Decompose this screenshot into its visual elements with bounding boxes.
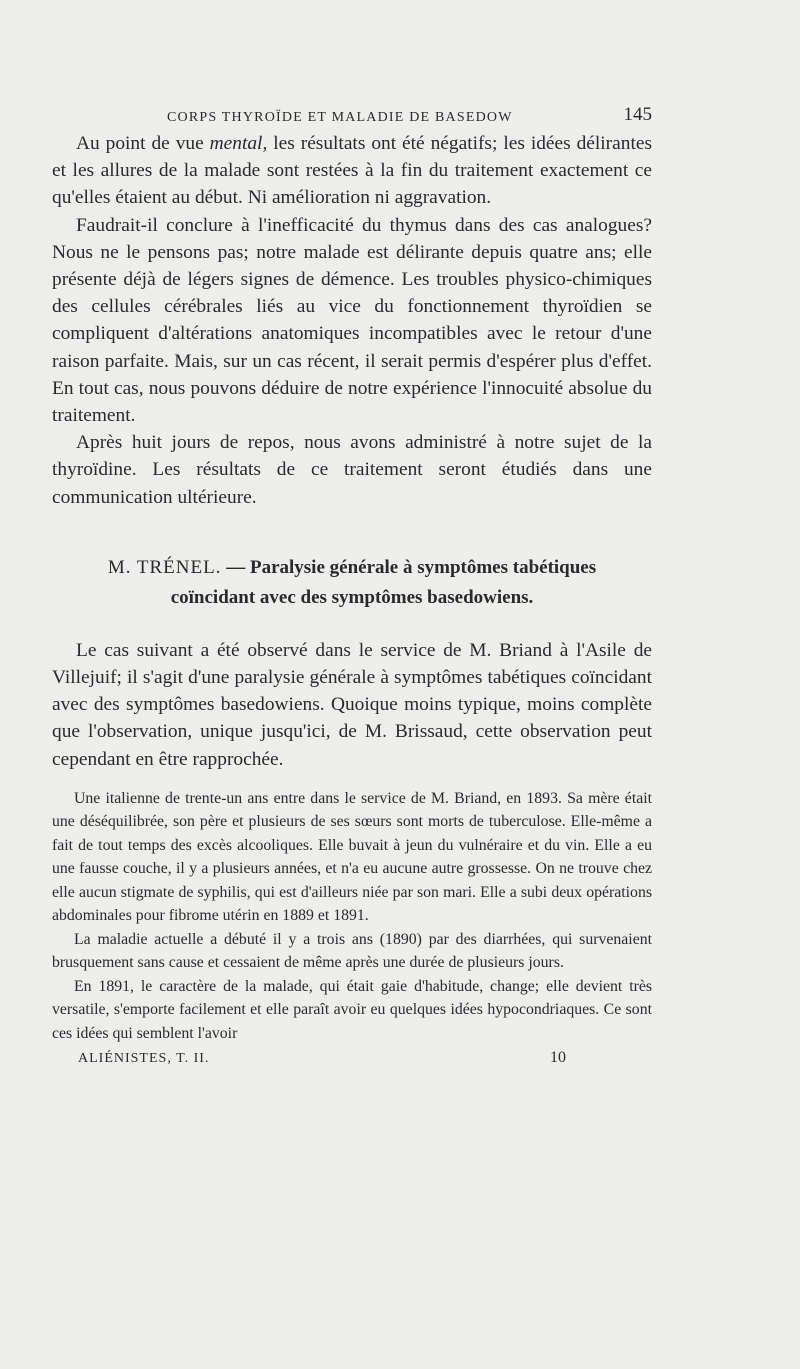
observation-paragraph: La maladie actuelle a débuté il y a trois ans (1890) par des diarrhées, qui survenaient brusquement sans cause et cessaient de même après une durée de plusieurs jours. xyxy=(52,930,652,972)
case-intro xyxy=(52,637,652,773)
paragraph-italic-text: mental, xyxy=(209,133,268,154)
observation-paragraph: Une italienne de trente-un ans entre dans le service de M. Briand, en 1893. Sa mère était une déséquilibrée, son père et plusieurs de ses sœurs sont morts de tuberculose. Elle-même a fait de tout temps des excès alcooliques. Elle buvait à jeun du vulnéraire et du vin. Elle a eu une fausse couche, il y a plusieurs années, et n'a eu aucune autre grossesse. On ne trouve chez elle aucun stigmate de syphilis, qui est d'ailleurs niée par son mari. Elle a subi deux opérations abdominales pour fibrome utérin en 1889 et 1891. xyxy=(52,789,652,925)
paragraph: Après huit jours de repos, nous avons administré à notre sujet de la thyroïdine. Les résultats de ce traitement seront étudiés dans une communication ultérieure. xyxy=(52,432,652,508)
running-title: CORPS THYROÏDE ET MALADIE DE BASEDOW xyxy=(167,110,513,125)
paragraph-text: les résultats ont été négatifs; les idées délirantes et les allures de la malade sont restées à la fin du traitement exactement ce qu'elles étaient au début. Ni amélioration ni aggravation. xyxy=(52,133,652,209)
heading-author: M. TRÉNEL. xyxy=(107,556,222,578)
paragraph xyxy=(52,130,652,212)
section-heading xyxy=(52,555,652,611)
heading-dash: — xyxy=(221,556,250,578)
heading-title-line1: Paralysie générale à symptômes tabétiques xyxy=(249,556,597,578)
heading-title-line2: coïncidant avec des symptômes basedowiens. xyxy=(170,586,534,608)
running-head xyxy=(52,100,652,130)
body-text-top xyxy=(52,130,652,511)
page-number: 145 xyxy=(623,104,652,125)
observation-paragraph: En 1891, le caractère de la malade, qui était gaie d'habitude, change; elle devient très versatile, s'emporte facilement et elle paraît avoir eu quelques idées hypocondriaques. Ce sont ces idées qui semblent l'avoir xyxy=(52,977,652,1042)
page-footer xyxy=(52,1051,652,1073)
sheet-number: 10 xyxy=(550,1049,566,1067)
book-page xyxy=(52,100,652,1073)
paragraph: Le cas suivant a été observé dans le service de M. Briand à l'Asile de Villejuif; il s'agit d'une paralysie générale à symptômes tabétiques coïncidant avec des symptômes basedowiens. Quoique moins typique, moins complète que l'observation, unique jusqu'ici, de M. Brissaud, cette observation peut cependant en être rapprochée. xyxy=(52,639,652,770)
observation-text xyxy=(52,787,652,1046)
paragraph-text: Au point de vue xyxy=(76,133,210,154)
signature-mark: ALIÉNISTES, T. II. xyxy=(78,1051,210,1067)
paragraph: Faudrait-il conclure à l'inefficacité du thymus dans des cas analogues? Nous ne le pensons pas; notre malade est délirante depuis quatre ans; elle présente déjà de légers signes de démence. Les troubles physico-chimiques des cellules cérébrales liés au vice du fonctionnement thyroïdien se compliquent d'altérations anatomiques incompatibles avec le retour d'une raison parfaite. Mais, sur un cas récent, il serait permis d'espérer plus d'effet. En tout cas, nous pouvons déduire de notre expérience l'innocuité absolue du traitement. xyxy=(52,214,652,427)
